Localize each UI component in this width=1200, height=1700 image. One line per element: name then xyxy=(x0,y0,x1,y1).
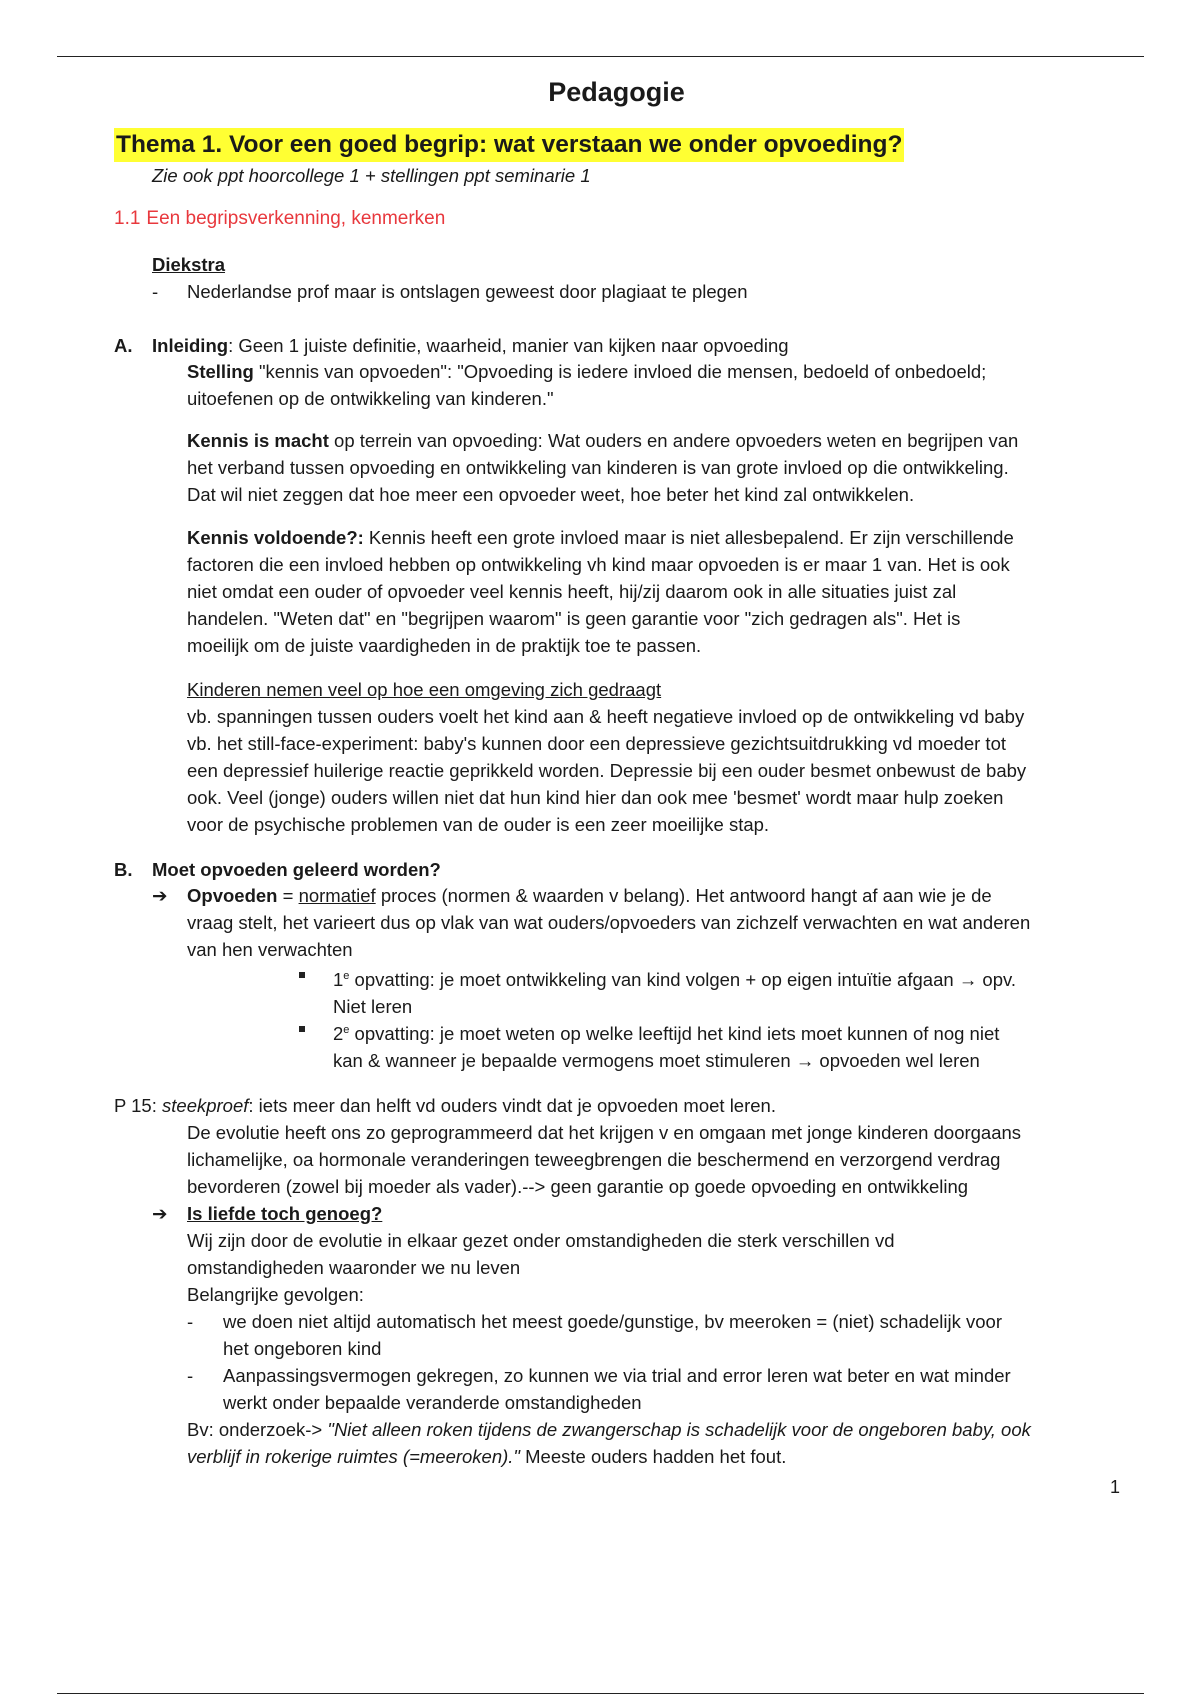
normatief-term: normatief xyxy=(298,885,376,906)
dash-marker: - xyxy=(187,1365,194,1386)
zie-ook-note: Zie ook ppt hoorcollege 1 + stellingen ppt seminarie 1 xyxy=(152,165,591,186)
p15-text: : iets meer dan helft vd ouders vindt dat je opvoeden moet leren. xyxy=(248,1095,776,1116)
stelling-line: uitoefenen op de ontwikkeling van kinderen." xyxy=(187,388,554,409)
opvoeden-paragraph xyxy=(187,882,1117,963)
b-heading: Moet opvoeden geleerd worden? xyxy=(152,859,441,880)
section-letter-b: B. xyxy=(114,859,133,880)
square-bullet-icon xyxy=(299,1026,305,1032)
gevolgen-label: Belangrijke gevolgen: xyxy=(187,1284,364,1305)
dash-line: het ongeboren kind xyxy=(223,1338,382,1359)
steekproef-term: steekproef xyxy=(162,1095,249,1116)
paragraph-line: een depressief huilerige reactie geprikkeld worden. Depressie bij een ouder besmet onbewust de baby xyxy=(187,760,1027,781)
p15-line xyxy=(114,1092,1114,1119)
section-number: 1.1 xyxy=(114,208,141,229)
paragraph-line: moeilijk om de juiste vaardigheden in de praktijk toe te passen. xyxy=(187,635,702,656)
paragraph-line: ook. Veel (jonge) ouders willen niet dat hun kind hier dan ook mee 'besmet' wordt maar hulp zoeken xyxy=(187,787,1004,808)
paragraph-line: lichamelijke, oa hormonale veranderingen teweegbrengen die beschermend en verzorgend verdrag xyxy=(187,1149,1001,1170)
bv-prefix: Bv: onderzoek-> xyxy=(187,1419,328,1440)
bottom-rule xyxy=(57,1693,1144,1694)
diekstra-item: Nederlandse prof maar is ontslagen geweest door plagiaat te plegen xyxy=(187,281,748,302)
paragraph-line: voor de psychische problemen van de ouder is een zeer moeilijke stap. xyxy=(187,814,770,835)
paragraph-line: het verband tussen opvoeding en ontwikkeling van kinderen is van grote invloed op die ontwikkeling. xyxy=(187,457,1009,478)
section-letter-a: A. xyxy=(114,335,133,356)
kinderen-paragraph xyxy=(187,676,1117,838)
paragraph-line: handelen. "Weten dat" en "begrijpen waarom" is geen garantie voor "zich gedragen als". Het is xyxy=(187,608,961,629)
bullet-superscript: e xyxy=(343,1024,350,1036)
section-heading xyxy=(114,205,445,232)
paragraph-line: vraag stelt, het varieert dus op vlak van wat ouders/opvoeders van zichzelf verwachten en wat anderen xyxy=(187,912,1031,933)
dash-line: Aanpassingsvermogen gekregen, zo kunnen we via trial and error leren wat beter en wat minder xyxy=(223,1365,1011,1386)
paragraph-line: De evolutie heeft ons zo geprogrammeerd dat het krijgen v en omgaan met jonge kinderen doorgaans xyxy=(187,1122,1022,1143)
paragraph-line: vb. spanningen tussen ouders voelt het kind aan & heeft negatieve invloed op de ontwikkeling vd baby xyxy=(187,706,1025,727)
arrow-icon: ➔ xyxy=(152,1203,168,1224)
kennis-voldoende-label: Kennis voldoende?: xyxy=(187,527,364,548)
equals-sign: = xyxy=(277,885,299,906)
square-bullet-icon xyxy=(299,972,305,978)
paragraph-line: van hen verwachten xyxy=(187,939,353,960)
paragraph-line: Kennis heeft een grote invloed maar is niet allesbepalend. Er zijn verschillende xyxy=(363,527,1014,548)
kinderen-heading: Kinderen nemen veel op hoe een omgeving zich gedraagt xyxy=(187,679,662,700)
bullet-number: 2 xyxy=(333,1023,344,1045)
liefde-heading: Is liefde toch genoeg? xyxy=(187,1203,383,1224)
paragraph-line: Dat wil niet zeggen dat hoe meer een opvoeder weet, hoe beter het kind zal ontwikkelen. xyxy=(187,484,915,505)
opvoeden-label: Opvoeden xyxy=(187,885,278,906)
liefde-paragraph xyxy=(187,1200,1117,1308)
evolutie-paragraph xyxy=(187,1119,1117,1200)
section-label: Een begripsverkenning, kenmerken xyxy=(146,208,446,229)
paragraph-line: factoren die een invloed hebben op ontwikkeling vh kind maar opvoeden is er maar 1 van. Het is ook xyxy=(187,554,1010,575)
bullet-line: Niet leren xyxy=(333,996,413,1018)
bullet-line: opvatting: je moet ontwikkeling van kind volgen + op eigen intuïtie afgaan → opv. xyxy=(349,969,1017,991)
dash-line: we doen niet altijd automatisch het meest goede/gunstige, bv meeroken = (niet) schadelijk voor xyxy=(223,1311,1002,1332)
p15-prefix: P 15: xyxy=(114,1095,163,1116)
paragraph-line: op terrein van opvoeding: Wat ouders en andere opvoeders weten en begrijpen van xyxy=(328,430,1019,451)
bullet-number: 1 xyxy=(333,969,344,991)
page-number: 1 xyxy=(1109,1477,1120,1497)
inleiding-line xyxy=(152,332,1082,359)
thema-heading: Thema 1. Voor een goed begrip: wat verstaan we onder opvoeding? xyxy=(114,128,904,162)
stelling-paragraph xyxy=(187,358,1117,412)
top-rule xyxy=(57,56,1144,57)
dash-line: werkt onder bepaalde veranderde omstandigheden xyxy=(223,1392,642,1413)
inleiding-text: : Geen 1 juiste definitie, waarheid, manier van kijken naar opvoeding xyxy=(228,335,789,356)
kennis-macht-paragraph xyxy=(187,427,1117,508)
paragraph-line: omstandigheden waaronder we nu leven xyxy=(187,1257,521,1278)
stelling-label: Stelling xyxy=(187,361,254,382)
kennis-macht-label: Kennis is macht xyxy=(187,430,329,451)
diekstra-heading: Diekstra xyxy=(152,254,226,275)
bullet-item xyxy=(333,963,1123,1020)
paragraph-line: Wij zijn door de evolutie in elkaar gezet onder omstandigheden die sterk verschillen vd xyxy=(187,1230,895,1251)
bv-quote-line: verblijf in rokerige ruimtes (=meeroken)." xyxy=(187,1446,520,1467)
bullet-line: kan & wanneer je bepaalde vermogens moet stimuleren → opvoeden wel leren xyxy=(333,1050,980,1072)
dash-marker: - xyxy=(187,1311,194,1332)
bv-paragraph xyxy=(187,1416,1117,1470)
bv-end: Meeste ouders hadden het fout. xyxy=(520,1446,787,1467)
kennis-voldoende-paragraph xyxy=(187,524,1117,659)
arrow-icon: ➔ xyxy=(152,885,168,906)
dash-item xyxy=(223,1362,1123,1416)
paragraph-line: bevorderen (zowel bij moeder als vader).--> geen garantie op goede opvoeding en ontwikkeling xyxy=(187,1176,969,1197)
bullet-item xyxy=(333,1017,1123,1074)
page-title: Pedagogie xyxy=(548,77,685,107)
paragraph-line: vb. het still-face-experiment: baby's kunnen door een depressieve gezichtsuitdrukking vd moeder tot xyxy=(187,733,1007,754)
paragraph-line: niet omdat een ouder of opvoeder veel kennis heeft, hij/zij daarom ook in alle situaties juist zal xyxy=(187,581,957,602)
inleiding-label: Inleiding xyxy=(152,335,229,356)
bullet-line: opvatting: je moet weten op welke leeftijd het kind iets moet kunnen of nog niet xyxy=(349,1023,1000,1045)
bv-quote-line: "Niet alleen roken tijdens de zwangerschap is schadelijk voor de ongeboren baby, ook xyxy=(327,1419,1031,1440)
dash-item xyxy=(223,1308,1123,1362)
paragraph-line: proces (normen & waarden v belang). Het antwoord hangt af aan wie je de xyxy=(375,885,992,906)
dash-marker: - xyxy=(152,281,159,302)
stelling-line: "kennis van opvoeden": "Opvoeding is iedere invloed die mensen, bedoeld of onbedoeld; xyxy=(253,361,987,382)
bullet-superscript: e xyxy=(343,970,350,982)
